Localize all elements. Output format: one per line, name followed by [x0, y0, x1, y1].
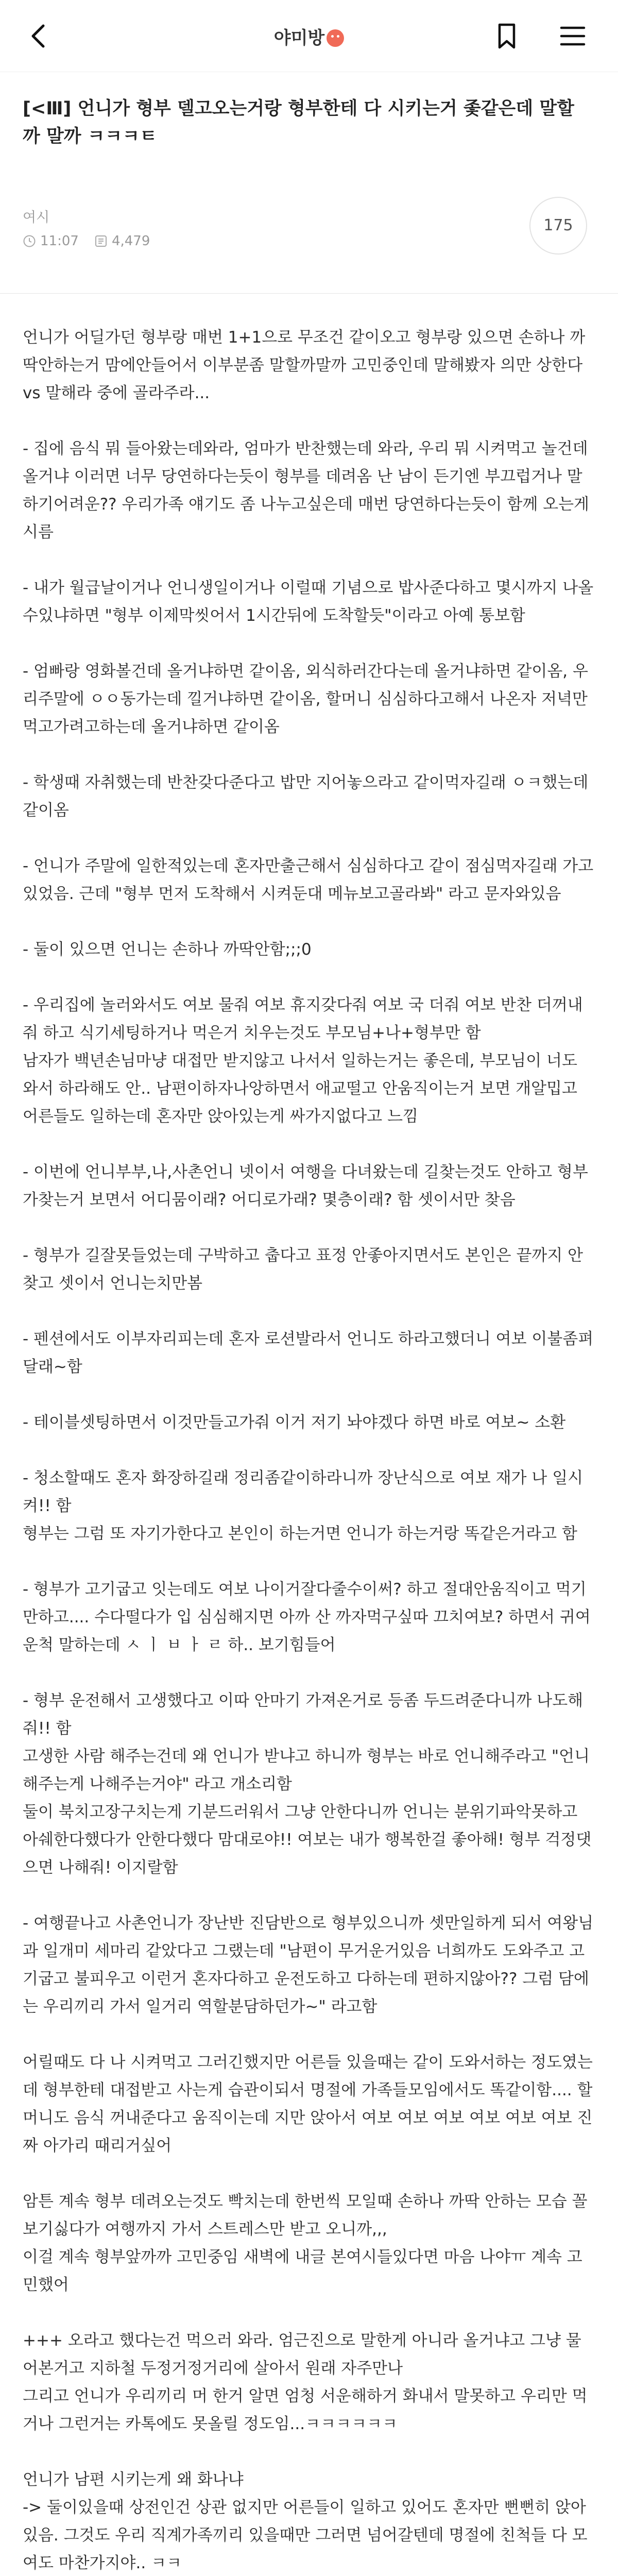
body-paragraph: - 이번에 언니부부,나,사촌언니 넷이서 여행을 다녀왔는데 길찾는것도 안하고 형부가찾는거 보면서 어디뭄이래? 어디로가래? 몇층이래? 함 셋이서만 찾음	[23, 1163, 588, 1209]
body-paragraph: - 언니가 주말에 일한적있는데 혼자만출근해서 심심하다고 같이 점심먹자길래 가고있었음. 근데 "형부 먼저 도착해서 시켜둔대 메뉴보고골라봐" 라고 문자와있음	[23, 857, 594, 903]
body-paragraph: - 형부 운전해서 고생했다고 이따 안마기 가져온거로 등좀 두드려준다니까 나도해줘!! 함 고생한 사람 해주는건데 왜 언니가 받냐고 하니까 형부는 바로 언니해주라고 "언니해주는게 나해주는거야" 라고 개소리함 둘이 북치고장구치는게 기분드러워서 그냥 안한다니까 언니는 분위기파악못하고 아쉐한다했다가 안한다했다 맘대로야!! 여보는 내가 행복한걸 좋아해! 형부 걱정댓으면 나해줘! 이지랄함	[23, 1691, 592, 1877]
body-paragraph: - 엄빠랑 영화볼건데 올거냐하면 같이옴, 외식하러간다는데 올거냐하면 같이옴, 우리주말에 ㅇㅇ동가는데 낄거냐하면 같이옴, 할머니 심심하다고해서 나온자 저녁만 먹고가려고하는데 올거냐하면 같이옴	[23, 662, 593, 736]
body-paragraph: - 둘이 있으면 언니는 손하나 까딱안함;;;0	[23, 940, 312, 959]
body-paragraph: - 집에 음식 뭐 들아왔는데와라, 엄마가 반찬했는데 와라, 우리 뭐 시켜먹고 놀건데 올거냐 이러면 너무 당연하다는듯이 형부를 데려옴 난 남이 든기엔 부끄럽거나 말하기어려운?? 우리가족 얘기도 좀 나누고싶은데 매번 당연하다는듯이 함께 오는게 시름	[23, 439, 594, 541]
body-paragraph: - 형부가 고기굽고 잇는데도 여보 나이거잘다줄수이써? 하고 절대안움직이고 먹기만하고.... 수다떨다가 입 심심해지면 아까 산 까자먹구싶따 끄치여보? 하면서 귀여운척 말하는데 ㅅ ㅣ ㅂ ㅏ ㄹ 하.. 보기힘들어	[23, 1580, 591, 1654]
body-paragraph: - 형부가 길잘못들었는데 구박하고 춥다고 표정 안좋아지면서도 본인은 끝까지 안찾고 셋이서 언니는치만봄	[23, 1246, 583, 1293]
post-header	[0, 72, 618, 294]
body-paragraph: +++ 오라고 했다는건 먹으러 와라. 엄근진으로 말한게 아니라 올거냐고 그냥 물어본거고 지하철 두정거정거리에 살아서 원래 자주만나 그리고 언니가 우리끼리 머 한거 알면 엄청 서운해하거 화내서 말못하고 우리만 먹거나 그런거는 카톡에도 못올릴 정도임...ㅋㅋㅋㅋㅋㅋ	[23, 2331, 588, 2433]
body-paragraph: - 내가 월급날이거나 언니생일이거나 이럴때 기념으로 밥사준다하고 몇시까지 나올수있냐하면 "형부 이제막씻어서 1시간뒤에 도착할듯"이라고 아예 통보함	[23, 579, 594, 625]
view-count: 4,479	[111, 233, 150, 249]
bookmark-icon	[490, 20, 523, 53]
view-count-icon	[94, 234, 108, 248]
body-paragraph: - 청소할때도 혼자 화장하길래 정리좀같이하라니까 장난식으로 여보 재가 나 일시켜!! 함 형부는 그럼 또 자기가한다고 본인이 하는거면 언니가 하는거랑 똑같은거라고 함	[23, 1469, 583, 1543]
body-paragraph: 어릴때도 다 나 시켜먹고 그러긴했지만 어른들 있을때는 같이 도와서하는 정도였는데 형부한테 대접받고 사는게 습관이되서 명절에 가족들모임에서도 똑같이함.... 할머니도 음식 꺼내준다고 움직이는데 지만 앉아서 여보 여보 여보 여보 여보 여보 진짜 아가리 때리거싶어	[23, 2053, 593, 2155]
body-paragraph: - 우리집에 놀러와서도 여보 물줘 여보 휴지갖다줘 여보 국 더줘 여보 반찬 더꺼내줘 하고 식기세팅하거나 먹은거 치우는것도 부모님+나+형부만 함 남자가 백년손님마냥 대접만 받지않고 나서서 일하는거는 좋은데, 부모님이 너도 와서 하라해도 안.. 남편이하자나앙하면서 애교떨고 안움직이는거 보면 개알밉고 어른들도 일하는데 혼자만 앉아있는게 싸가지없다고 느낌	[23, 996, 583, 1126]
brand-face-icon	[327, 29, 344, 47]
top-navigation-bar	[0, 0, 618, 72]
meta-row	[23, 233, 150, 249]
bookmark-button[interactable]	[490, 20, 523, 53]
app-brand[interactable]	[0, 24, 618, 49]
post-meta	[23, 206, 150, 249]
body-paragraph: - 여행끝나고 사촌언니가 장난반 진담반으로 형부있으니까 셋만일하게 되서 여왕님과 일개미 세마리 같았다고 그랬는데 "남편이 무거운거있음 너희까도 도와주고 고기굽고 불피우고 이런거 혼자다하고 운전도하고 다하는데 편하지않아?? 그럼 담에는 우리끼리 가서 일거리 역할분담하던가~" 라고함	[23, 1914, 594, 2016]
comment-count-badge[interactable]: 175	[529, 197, 587, 255]
body-paragraph: 언니가 남편 시키는게 왜 화나냐 -> 둘이있을때 상전인건 상관 없지만 어른들이 일하고 있어도 혼자만 뻔뻔히 앉아있음. 그것도 우리 직계가족끼리 있을때만 그러면 넘어갈텐데 명절에 친척들 다 모여도 마찬가지야.. ㅋㅋ	[23, 2470, 588, 2572]
body-paragraph: - 펜션에서도 이부자리피는데 혼자 로션발라서 언니도 하라고했더니 여보 이불좀펴달래~함	[23, 1330, 594, 1376]
body-paragraph: 언니가 어딜가던 형부랑 매번 1+1으로 무조건 같이오고 형부랑 있으면 손하나 까딱안하는거 맘에안들어서 이부분좀 말할까말까 고민중인데 말해봤자 의만 상한다 vs 말해라 중에 골라주라...	[23, 328, 588, 402]
hamburger-menu-icon	[556, 20, 589, 53]
clock-icon	[23, 234, 36, 248]
author-name[interactable]: 여시	[23, 210, 50, 226]
body-paragraph: - 학생때 자취했는데 반찬갖다준다고 밥만 지어놓으라고 같이먹자길래 ㅇㅋ했는데 같이옴	[23, 773, 594, 820]
post-time: 11:07	[40, 233, 79, 249]
post-body	[0, 294, 618, 2576]
body-paragraph: - 테이블셋팅하면서 이것만들고가줘 이거 저기 놔야겠다 하면 바로 여보~ 소환	[23, 1413, 566, 1432]
brand-label: 야미방	[273, 28, 325, 48]
body-paragraph: 암튼 계속 형부 데려오는것도 빡치는데 한번씩 모일때 손하나 까딱 안하는 모습 꼴보기싫다가 여행까지 가서 스트레스만 받고 오니까,,, 이걸 계속 형부앞까까 고민중임 새벽에 내글 본여시들있다면 마음 나야ㅠ 계속 고민했어	[23, 2192, 588, 2294]
post-title: [<Ⅲ] 언니가 형부 델고오는거랑 형부한테 다 시키는거 좇같은데 말할까 말까 ㅋㅋㅋㅌ	[23, 98, 574, 147]
menu-button[interactable]	[556, 20, 589, 53]
